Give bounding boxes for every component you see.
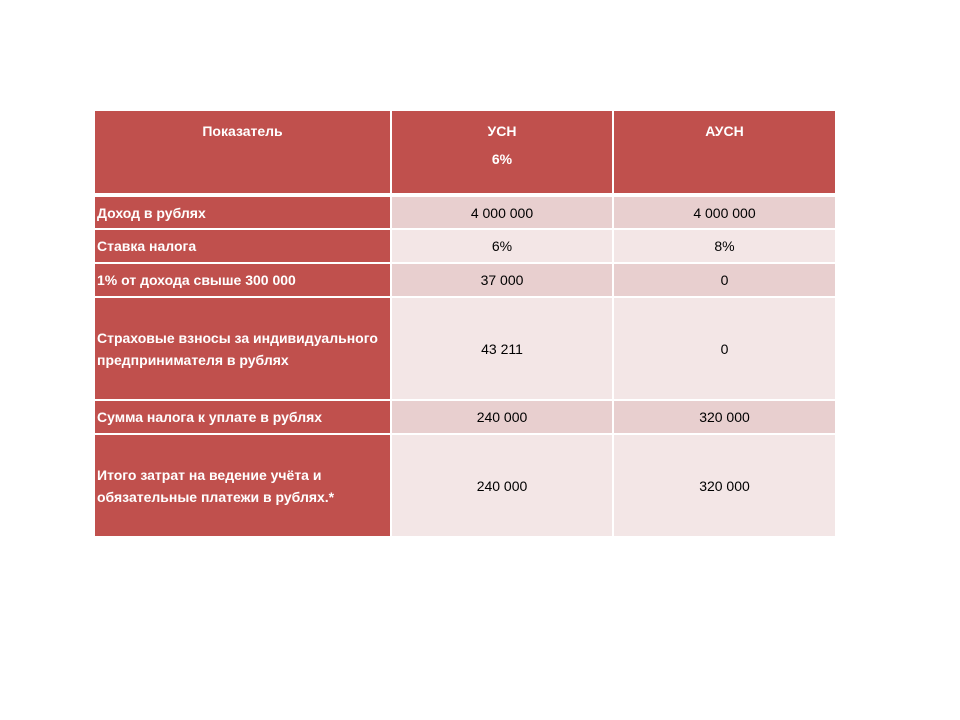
table-row xyxy=(94,434,836,537)
row-usn-value: 4 000 000 xyxy=(391,195,613,229)
row-usn-value: 240 000 xyxy=(391,434,613,537)
row-label: Ставка налога xyxy=(94,229,391,263)
row-usn-value: 6% xyxy=(391,229,613,263)
header-usn-label: УСН xyxy=(487,123,517,139)
row-ausn-value: 320 000 xyxy=(613,434,836,537)
row-ausn-value: 0 xyxy=(613,297,836,400)
row-usn-value: 43 211 xyxy=(391,297,613,400)
table-body xyxy=(94,195,836,537)
table-row xyxy=(94,263,836,297)
header-usn-rate: 6% xyxy=(491,151,513,167)
header-row xyxy=(94,110,836,195)
comparison-table xyxy=(93,109,837,538)
table-row xyxy=(94,400,836,434)
table-row xyxy=(94,229,836,263)
row-label: Сумма налога к уплате в рублях xyxy=(94,400,391,434)
row-label: 1% от дохода свыше 300 000 xyxy=(94,263,391,297)
row-usn-value: 37 000 xyxy=(391,263,613,297)
table-row xyxy=(94,195,836,229)
header-indicator: Показатель xyxy=(94,110,391,195)
row-ausn-value: 0 xyxy=(613,263,836,297)
row-ausn-value: 4 000 000 xyxy=(613,195,836,229)
header-usn xyxy=(391,110,613,195)
row-label: Страховые взносы за индивидуального предпринимателя в рублях xyxy=(94,297,391,400)
row-label: Итого затрат на ведение учёта и обязательные платежи в рублях.* xyxy=(94,434,391,537)
table-row xyxy=(94,297,836,400)
table-header xyxy=(94,110,836,195)
header-ausn: АУСН xyxy=(613,110,836,195)
row-ausn-value: 320 000 xyxy=(613,400,836,434)
row-label: Доход в рублях xyxy=(94,195,391,229)
row-ausn-value: 8% xyxy=(613,229,836,263)
row-usn-value: 240 000 xyxy=(391,400,613,434)
